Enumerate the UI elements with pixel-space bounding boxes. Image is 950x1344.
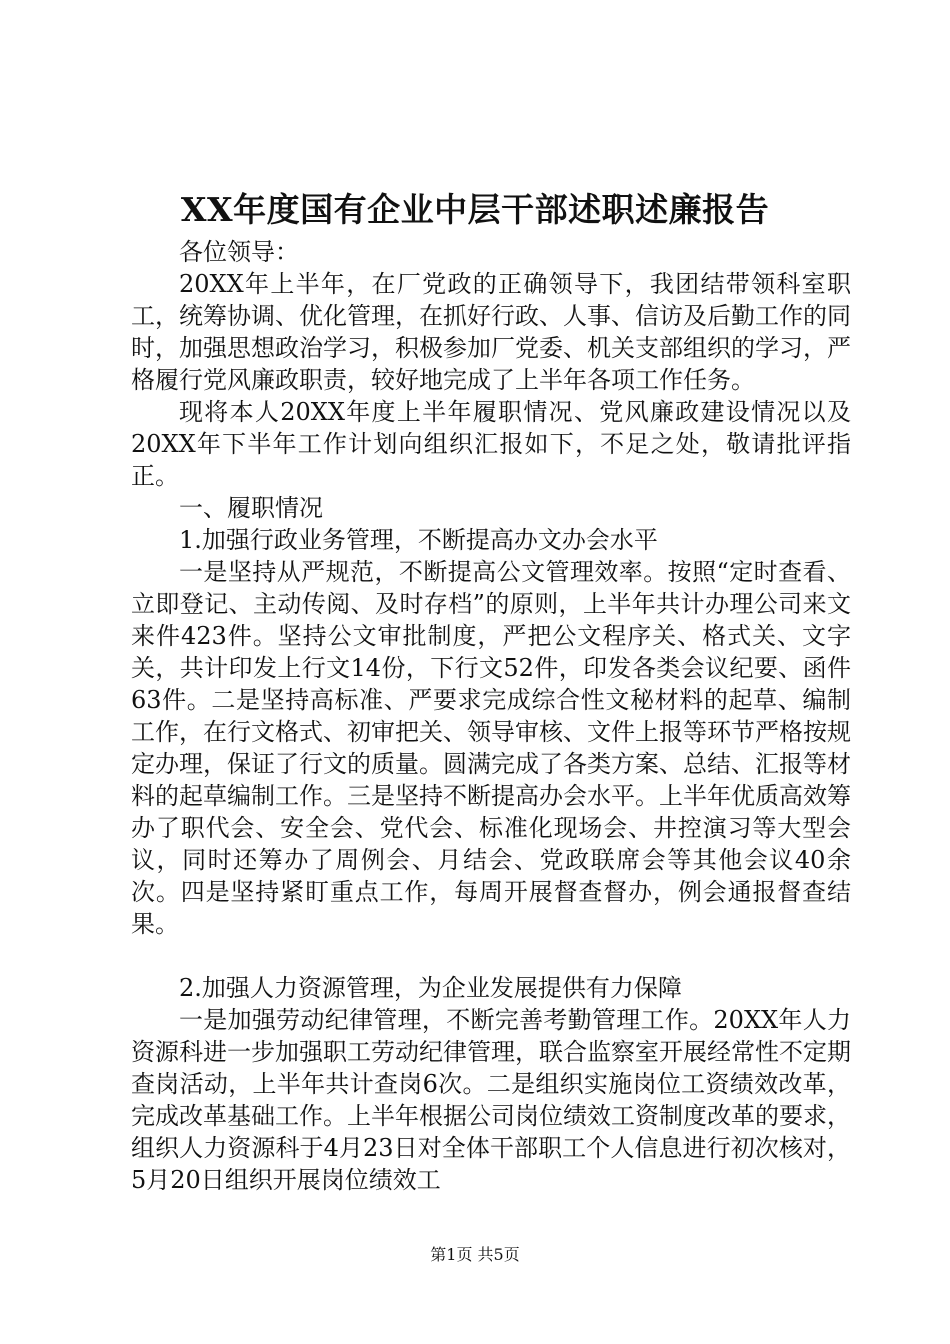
subsection-heading-admin: 1.加强行政业务管理，不断提高办文办会水平 (179, 526, 658, 554)
page-number: 第1页 共5页 (430, 1245, 520, 1264)
document-body (131, 236, 851, 1196)
paragraph-report-scope: 现将本人20XX年度上半年履职情况、党风廉政建设情况以及20XX年下半年工作计划向组织汇报如下，不足之处，敬请批评指正。 (131, 398, 851, 490)
paragraph-intro: 20XX年上半年，在厂党政的正确领导下，我团结带领科室职工，统筹协调、优化管理，在抓好行政、人事、信访及后勤工作的同时，加强思想政治学习，积极参加厂党委、机关支部组织的学习，严格履行党风廉政职责，较好地完成了上半年各项工作任务。 (131, 270, 851, 394)
paragraph-spacer (131, 940, 851, 972)
paragraph-admin-details: 一是坚持从严规范，不断提高公文管理效率。按照“定时查看、立即登记、主动传阅、及时存档”的原则，上半年共计办理公司来文来件423件。坚持公文审批制度，严把公文程序关、格式关、文字关，共计印发上行文14份，下行文52件，印发各类会议纪要、函件63件。二是坚持高标准、严要求完成综合性文秘材料的起草、编制工作，在行文格式、初审把关、领导审核、文件上报等环节严格按规定办理，保证了行文的质量。圆满完成了各类方案、总结、汇报等材料的起草编制工作。三是坚持不断提高办会水平。上半年优质高效筹办了职代会、安全会、党代会、标准化现场会、井控演习等大型会议，同时还筹办了周例会、月结会、党政联席会等其他会议40余次。四是坚持紧盯重点工作，每周开展督查督办，例会通报督查结果。 (131, 558, 851, 938)
paragraph-hr-details: 一是加强劳动纪律管理，不断完善考勤管理工作。20XX年人力资源科进一步加强职工劳动纪律管理，联合监察室开展经常性不定期查岗活动，上半年共计查岗6次。二是组织实施岗位工资绩效改革，完成改革基础工作。上半年根据公司岗位绩效工资制度改革的要求，组织人力资源科于4月23日对全体干部职工个人信息进行初次核对，5月20日组织开展岗位绩效工 (131, 1006, 851, 1194)
document-title: XX年度国有企业中层干部述职述廉报告 (180, 190, 770, 229)
salutation: 各位领导： (179, 238, 299, 266)
subsection-heading-hr: 2.加强人力资源管理，为企业发展提供有力保障 (179, 974, 682, 1002)
section-heading-duties: 一、履职情况 (179, 494, 323, 522)
